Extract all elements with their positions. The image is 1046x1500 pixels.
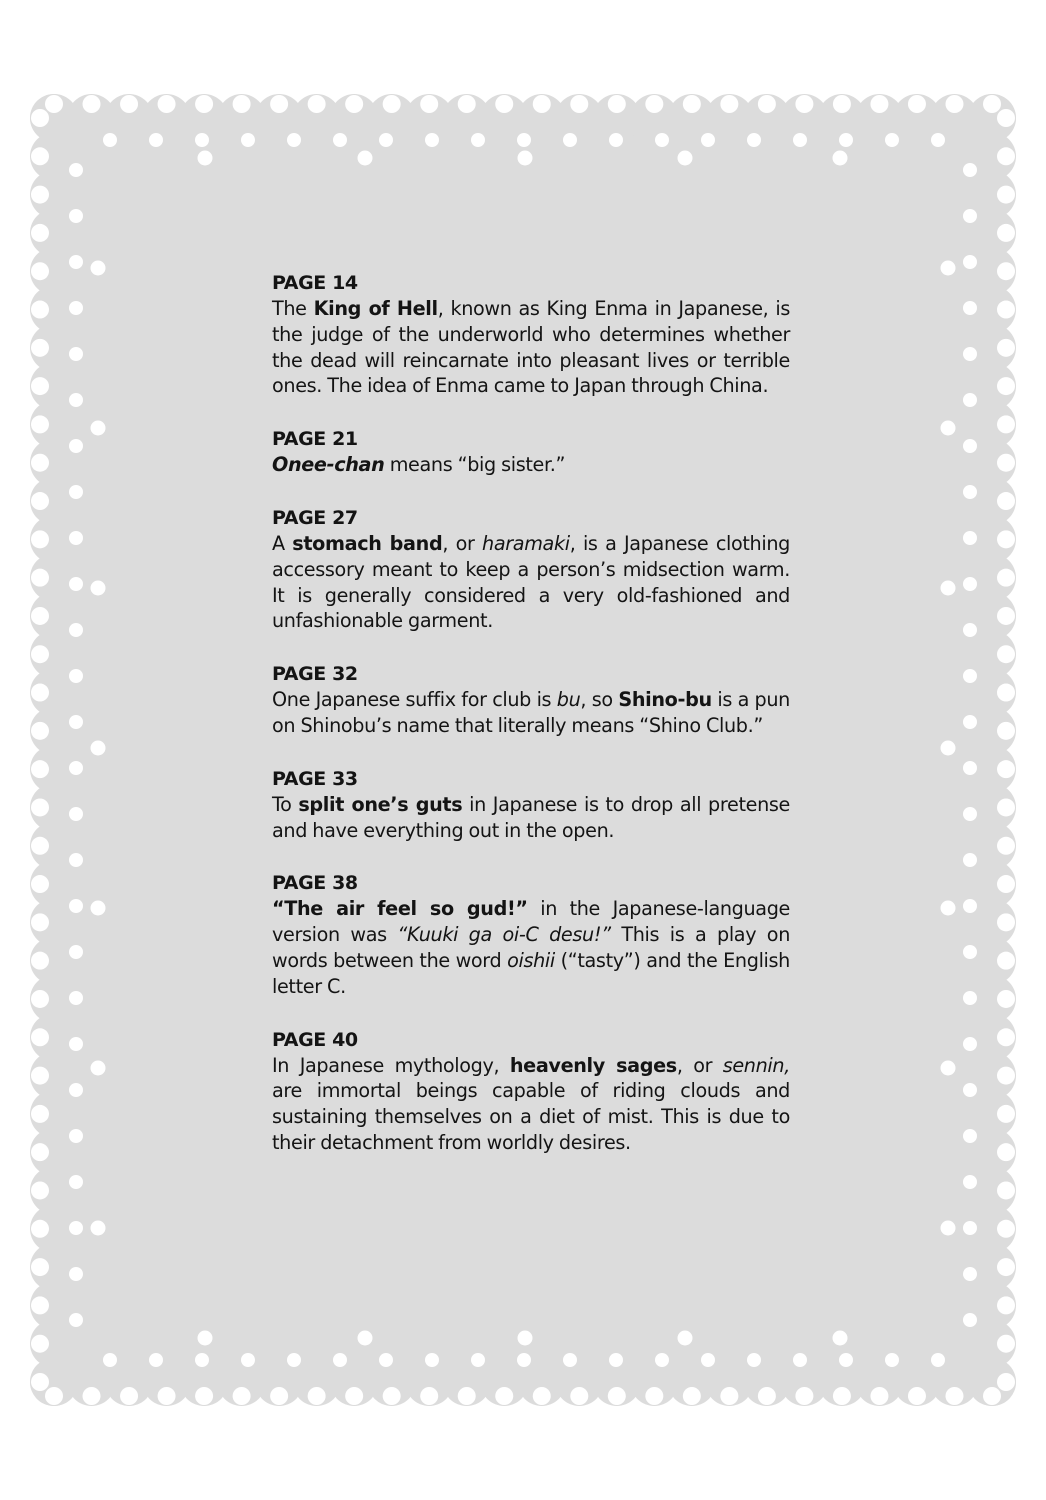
lace-hole: [31, 454, 49, 472]
note-text-run: The: [272, 297, 314, 320]
lace-hole: [608, 1387, 626, 1405]
lace-hole: [69, 853, 83, 867]
lace-hole: [233, 1387, 251, 1405]
lace-hole: [997, 1296, 1015, 1314]
note-text-run: , or: [442, 531, 483, 555]
lace-hole: [69, 439, 83, 453]
lace-hole: [69, 623, 83, 637]
lace-hole: [383, 95, 401, 113]
lace-hole: [963, 1267, 977, 1281]
lace-hole: [517, 1353, 531, 1367]
lace-hole: [997, 722, 1015, 740]
lace-hole: [833, 151, 848, 166]
lace-hole: [833, 1387, 851, 1405]
lace-hole: [379, 1353, 393, 1367]
lace-hole: [931, 133, 945, 147]
lace-hole: [31, 875, 49, 893]
lace-hole: [997, 454, 1015, 472]
lace-hole: [941, 1221, 956, 1236]
note-heading: PAGE 14: [272, 272, 358, 294]
lace-hole: [997, 760, 1015, 778]
note-heading: PAGE 38: [272, 872, 358, 895]
lace-hole: [69, 899, 83, 913]
lace-hole: [149, 1353, 163, 1367]
lace-hole: [997, 990, 1015, 1008]
lace-hole: [997, 1181, 1015, 1199]
note-body: [272, 687, 790, 739]
lace-hole: [645, 95, 663, 113]
lace-hole: [198, 1331, 213, 1346]
lace-hole: [45, 1387, 63, 1405]
lace-hole: [997, 224, 1015, 242]
lace-hole: [963, 1037, 977, 1051]
lace-hole: [963, 301, 977, 315]
lace-hole: [963, 347, 977, 361]
note-text-run: This is a play on words between the word: [272, 923, 791, 972]
lace-hole: [997, 645, 1015, 663]
lace-hole: [678, 1331, 693, 1346]
lace-hole: [963, 761, 977, 775]
lace-hole: [69, 1129, 83, 1143]
lace-hole: [31, 109, 49, 127]
note-entry: [272, 505, 790, 634]
note-text-run: split one’s guts: [298, 792, 463, 816]
lace-hole: [997, 569, 1015, 587]
lace-hole: [91, 421, 106, 436]
lace-hole: [31, 684, 49, 702]
note-heading: PAGE 27: [272, 506, 358, 529]
lace-hole: [839, 133, 853, 147]
lace-hole: [31, 645, 49, 663]
lace-hole: [963, 1129, 977, 1143]
lace-hole: [997, 684, 1015, 702]
lace-hole: [963, 439, 977, 453]
note-text-run: sennin,: [722, 1053, 790, 1077]
note-text-run: , known as King Enma in Japanese, is the judge of the underworld who determines whether the dead will reincarnate into pleasant lives or terrible ones. The idea of Enma came to Japan through China.: [272, 297, 790, 398]
lace-hole: [149, 133, 163, 147]
lace-hole: [69, 1267, 83, 1281]
lace-hole: [908, 95, 926, 113]
lace-hole: [997, 837, 1015, 855]
note-entry: [272, 426, 790, 478]
lace-hole: [471, 133, 485, 147]
note-heading: PAGE 40: [272, 1028, 358, 1051]
lace-hole: [997, 952, 1015, 970]
lace-hole: [941, 261, 956, 276]
lace-hole: [997, 492, 1015, 510]
lace-hole: [31, 224, 49, 242]
lace-hole: [31, 339, 49, 357]
lace-hole: [833, 95, 851, 113]
lace-hole: [69, 669, 83, 683]
lace-hole: [963, 899, 977, 913]
lace-hole: [91, 1221, 106, 1236]
lace-hole: [997, 301, 1015, 319]
lace-hole: [31, 262, 49, 280]
note-heading: PAGE 21: [272, 428, 358, 451]
lace-hole: [963, 991, 977, 1005]
lace-hole: [31, 1335, 49, 1353]
note-text-run: oishii: [507, 948, 555, 972]
note-text-run: “The air feel so gud!”: [272, 897, 528, 921]
note-entry: [272, 661, 790, 739]
lace-hole: [997, 377, 1015, 395]
lace-hole: [69, 761, 83, 775]
lace-hole: [870, 1387, 888, 1405]
lace-hole: [870, 95, 888, 113]
note-text-run: (“tasty”) and the English letter C.: [272, 948, 790, 998]
lace-hole: [31, 607, 49, 625]
lace-hole: [885, 133, 899, 147]
lace-hole: [31, 186, 49, 204]
lace-hole: [931, 1353, 945, 1367]
lace-hole: [747, 1353, 761, 1367]
lace-hole: [758, 95, 776, 113]
lace-hole: [358, 1331, 373, 1346]
note-entry: [272, 270, 790, 399]
lace-hole: [720, 1387, 738, 1405]
lace-hole: [333, 1353, 347, 1367]
lace-hole: [69, 485, 83, 499]
lace-hole: [91, 741, 106, 756]
lace-hole: [103, 1353, 117, 1367]
lace-hole: [471, 1353, 485, 1367]
lace-hole: [31, 1028, 49, 1046]
lace-hole: [941, 901, 956, 916]
note-text-run: In Japanese mythology,: [272, 1053, 510, 1077]
note-heading: PAGE 33: [272, 767, 358, 790]
lace-hole: [608, 95, 626, 113]
lace-hole: [345, 95, 363, 113]
lace-hole: [31, 1373, 49, 1391]
lace-hole: [997, 1028, 1015, 1046]
lace-hole: [69, 577, 83, 591]
lace-hole: [91, 261, 106, 276]
lace-hole: [31, 837, 49, 855]
lace-hole: [91, 581, 106, 596]
lace-hole: [383, 1387, 401, 1405]
lace-hole: [31, 1220, 49, 1238]
lace-hole: [997, 913, 1015, 931]
lace-hole: [997, 530, 1015, 548]
lace-hole: [563, 1353, 577, 1367]
lace-hole: [997, 607, 1015, 625]
lace-hole: [720, 95, 738, 113]
lace-hole: [997, 262, 1015, 280]
lace-hole: [963, 1313, 977, 1327]
note-text-run: , is a Japanese clothing accessory meant to keep a person’s midsection warm. It is generally considered a very old-fashioned and unfashionable garment.: [272, 531, 790, 633]
lace-hole: [941, 741, 956, 756]
lace-hole: [241, 133, 255, 147]
note-text-run: heavenly sages: [509, 1053, 677, 1077]
lace-hole: [158, 95, 176, 113]
note-body: [272, 896, 790, 999]
lace-hole: [69, 209, 83, 223]
lace-hole: [458, 1387, 476, 1405]
lace-hole: [963, 393, 977, 407]
lace-hole: [270, 95, 288, 113]
note-text-run: Onee-chan: [272, 453, 385, 477]
lace-hole: [645, 1387, 663, 1405]
lace-hole: [941, 1061, 956, 1076]
lace-hole: [963, 531, 977, 545]
lace-hole: [997, 1067, 1015, 1085]
lace-hole: [31, 990, 49, 1008]
lace-hole: [69, 1175, 83, 1189]
lace-hole: [198, 151, 213, 166]
note-entry: [272, 1027, 790, 1156]
lace-hole: [287, 133, 301, 147]
lace-hole: [795, 95, 813, 113]
lace-hole: [425, 1353, 439, 1367]
lace-hole: [69, 163, 83, 177]
lace-hole: [233, 95, 251, 113]
note-body: [272, 296, 790, 399]
lace-hole: [31, 492, 49, 510]
lace-hole: [195, 1387, 213, 1405]
lace-hole: [747, 133, 761, 147]
lace-hole: [963, 807, 977, 821]
lace-hole: [963, 623, 977, 637]
lace-hole: [31, 1105, 49, 1123]
lace-hole: [69, 807, 83, 821]
lace-hole: [997, 186, 1015, 204]
note-entry: [272, 766, 790, 844]
lace-hole: [158, 1387, 176, 1405]
lace-hole: [885, 1353, 899, 1367]
lace-hole: [701, 1353, 715, 1367]
note-text-run: “Kuuki ga oi-C desu!”: [397, 923, 611, 947]
lace-hole: [963, 1175, 977, 1189]
lace-hole: [69, 301, 83, 315]
lace-hole: [358, 151, 373, 166]
lace-hole: [425, 133, 439, 147]
lace-hole: [308, 95, 326, 113]
lace-hole: [45, 95, 63, 113]
lace-hole: [308, 1387, 326, 1405]
lace-hole: [833, 1331, 848, 1346]
lace-hole: [69, 255, 83, 269]
lace-hole: [683, 1387, 701, 1405]
lace-hole: [941, 421, 956, 436]
lace-hole: [31, 798, 49, 816]
lace-hole: [420, 1387, 438, 1405]
lace-hole: [609, 133, 623, 147]
note-text-run: To: [272, 792, 299, 816]
lace-hole: [69, 1083, 83, 1097]
lace-hole: [983, 95, 1001, 113]
lace-hole: [655, 1353, 669, 1367]
note-body: [272, 452, 790, 478]
lace-hole: [69, 945, 83, 959]
lace-hole: [997, 109, 1015, 127]
lace-hole: [941, 581, 956, 596]
lace-hole: [963, 255, 977, 269]
lace-hole: [69, 1037, 83, 1051]
lace-hole: [997, 147, 1015, 165]
note-heading: PAGE 32: [272, 663, 358, 686]
lace-hole: [91, 901, 106, 916]
lace-hole: [31, 1143, 49, 1161]
note-text-run: in the Japanese-language version was: [272, 897, 791, 947]
lace-hole: [31, 1067, 49, 1085]
lace-hole: [69, 393, 83, 407]
lace-hole: [963, 853, 977, 867]
lace-hole: [983, 1387, 1001, 1405]
lace-hole: [31, 913, 49, 931]
note-body: [272, 1053, 790, 1156]
lace-hole: [31, 569, 49, 587]
lace-hole: [120, 1387, 138, 1405]
lace-hole: [683, 95, 701, 113]
lace-hole: [103, 133, 117, 147]
lace-hole: [997, 1143, 1015, 1161]
lace-hole: [945, 95, 963, 113]
lace-hole: [655, 133, 669, 147]
lace-hole: [31, 760, 49, 778]
note-text-run: Shino-bu: [618, 688, 712, 712]
lace-hole: [458, 95, 476, 113]
lace-hole: [908, 1387, 926, 1405]
lace-hole: [997, 798, 1015, 816]
lace-hole: [963, 577, 977, 591]
lace-hole: [31, 1296, 49, 1314]
lace-hole: [345, 1387, 363, 1405]
lace-hole: [241, 1353, 255, 1367]
lace-hole: [195, 133, 209, 147]
lace-hole: [69, 1221, 83, 1235]
lace-hole: [963, 209, 977, 223]
note-text-run: , so: [580, 688, 619, 712]
note-text-run: stomach band: [292, 531, 443, 555]
lace-hole: [609, 1353, 623, 1367]
lace-hole: [195, 1353, 209, 1367]
note-text-run: bu: [556, 688, 581, 712]
note-text-run: haramaki: [482, 531, 570, 555]
lace-hole: [997, 875, 1015, 893]
lace-hole: [533, 95, 551, 113]
note-text-run: are immortal beings capable of riding clouds and sustaining themselves on a diet of mist. This is due to their detachment from worldly desires.: [272, 1079, 790, 1154]
lace-hole: [795, 1387, 813, 1405]
lace-hole: [31, 415, 49, 433]
note-text-run: , or: [676, 1053, 723, 1077]
lace-hole: [420, 95, 438, 113]
lace-hole: [963, 485, 977, 499]
lace-hole: [678, 151, 693, 166]
note-text-run: means “big sister.”: [384, 453, 566, 477]
lace-hole: [83, 95, 101, 113]
lace-hole: [839, 1353, 853, 1367]
note-body: [272, 792, 790, 844]
note-text-run: King of Hell: [313, 297, 438, 320]
lace-hole: [83, 1387, 101, 1405]
note-text-run: One Japanese suffix for club is: [272, 688, 557, 712]
lace-hole: [69, 531, 83, 545]
lace-hole: [963, 1221, 977, 1235]
lace-hole: [69, 991, 83, 1005]
lace-hole: [287, 1353, 301, 1367]
lace-hole: [91, 1061, 106, 1076]
lace-hole: [31, 301, 49, 319]
lace-hole: [495, 1387, 513, 1405]
lace-hole: [963, 163, 977, 177]
note-text-run: is a pun on Shinobu’s name that literally means “Shino Club.”: [272, 688, 790, 737]
lace-hole: [270, 1387, 288, 1405]
lace-hole: [195, 95, 213, 113]
lace-hole: [997, 1335, 1015, 1353]
lace-hole: [963, 945, 977, 959]
lace-hole: [69, 1313, 83, 1327]
lace-hole: [793, 133, 807, 147]
lace-hole: [701, 133, 715, 147]
lace-hole: [495, 95, 513, 113]
lace-hole: [997, 1105, 1015, 1123]
lace-hole: [963, 1083, 977, 1097]
note-body: [272, 531, 790, 634]
lace-hole: [997, 1373, 1015, 1391]
lace-hole: [563, 133, 577, 147]
note-entry: [272, 870, 790, 999]
lace-hole: [997, 1220, 1015, 1238]
lace-hole: [69, 715, 83, 729]
lace-hole: [31, 952, 49, 970]
lace-hole: [333, 133, 347, 147]
lace-hole: [997, 339, 1015, 357]
lace-hole: [31, 377, 49, 395]
lace-hole: [379, 133, 393, 147]
lace-hole: [963, 669, 977, 683]
lace-hole: [963, 715, 977, 729]
lace-hole: [120, 95, 138, 113]
note-text-run: A: [272, 531, 293, 555]
lace-hole: [517, 133, 531, 147]
lace-hole: [570, 1387, 588, 1405]
lace-hole: [997, 415, 1015, 433]
lace-hole: [69, 347, 83, 361]
lace-hole: [570, 95, 588, 113]
lace-hole: [518, 1331, 533, 1346]
lace-hole: [31, 147, 49, 165]
lace-hole: [31, 1181, 49, 1199]
translation-notes: [272, 270, 790, 1183]
lace-hole: [31, 530, 49, 548]
note-text-run: in Japanese is to drop all pretense and have everything out in the open.: [272, 792, 790, 842]
lace-hole: [997, 1258, 1015, 1276]
lace-hole: [518, 151, 533, 166]
lace-hole: [31, 1258, 49, 1276]
lace-hole: [945, 1387, 963, 1405]
lace-hole: [793, 1353, 807, 1367]
lace-hole: [31, 722, 49, 740]
lace-hole: [533, 1387, 551, 1405]
lace-hole: [758, 1387, 776, 1405]
